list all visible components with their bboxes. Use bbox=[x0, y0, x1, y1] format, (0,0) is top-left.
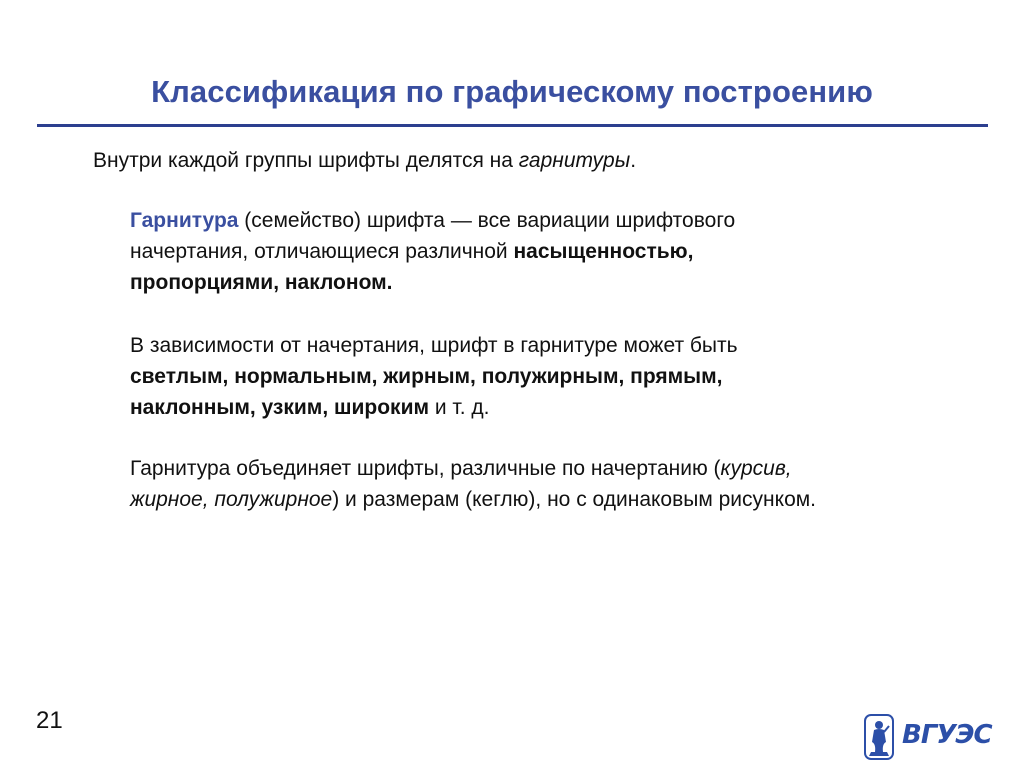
definition-term: Гарнитура bbox=[130, 209, 239, 232]
intro-text: Внутри каждой группы шрифты делятся на bbox=[93, 149, 519, 172]
summary-line1-italic: курсив, bbox=[720, 457, 792, 480]
intro-end: . bbox=[630, 149, 637, 172]
definition-paragraph bbox=[130, 205, 735, 298]
summary-line2-rest: ) и размерам (кеглю), но с одинаковым рисунком. bbox=[332, 488, 817, 511]
summary-line2-italic: жирное, полужирное bbox=[130, 488, 333, 511]
page-number: 21 bbox=[36, 707, 63, 734]
definition-line1: (семейство) шрифта — все вариации шрифтового bbox=[238, 209, 736, 232]
slide-title: Классификация по графическому построению bbox=[151, 74, 873, 109]
logo-text: ВГУЭС bbox=[902, 720, 992, 750]
styles-line1: В зависимости от начертания, шрифт в гарнитуре может быть bbox=[130, 334, 738, 357]
definition-line2: начертания, отличающиеся различной bbox=[130, 240, 514, 263]
styles-paragraph bbox=[130, 330, 738, 423]
intro-paragraph bbox=[93, 145, 636, 176]
definition-line2-bold: насыщенностью, bbox=[513, 240, 694, 263]
styles-line3-bold: наклонным, узким, широким bbox=[130, 396, 430, 419]
intro-italic-term: гарнитуры bbox=[518, 149, 631, 172]
styles-line2-bold: светлым, нормальным, жирным, полужирным, прямым, bbox=[130, 365, 723, 388]
styles-line3-rest: и т. д. bbox=[429, 396, 490, 419]
summary-paragraph bbox=[130, 453, 816, 515]
summary-line1: Гарнитура объединяет шрифты, различные по начертанию ( bbox=[130, 457, 721, 480]
title-divider bbox=[37, 124, 988, 127]
definition-line3-bold: пропорциями, наклоном. bbox=[130, 271, 393, 294]
